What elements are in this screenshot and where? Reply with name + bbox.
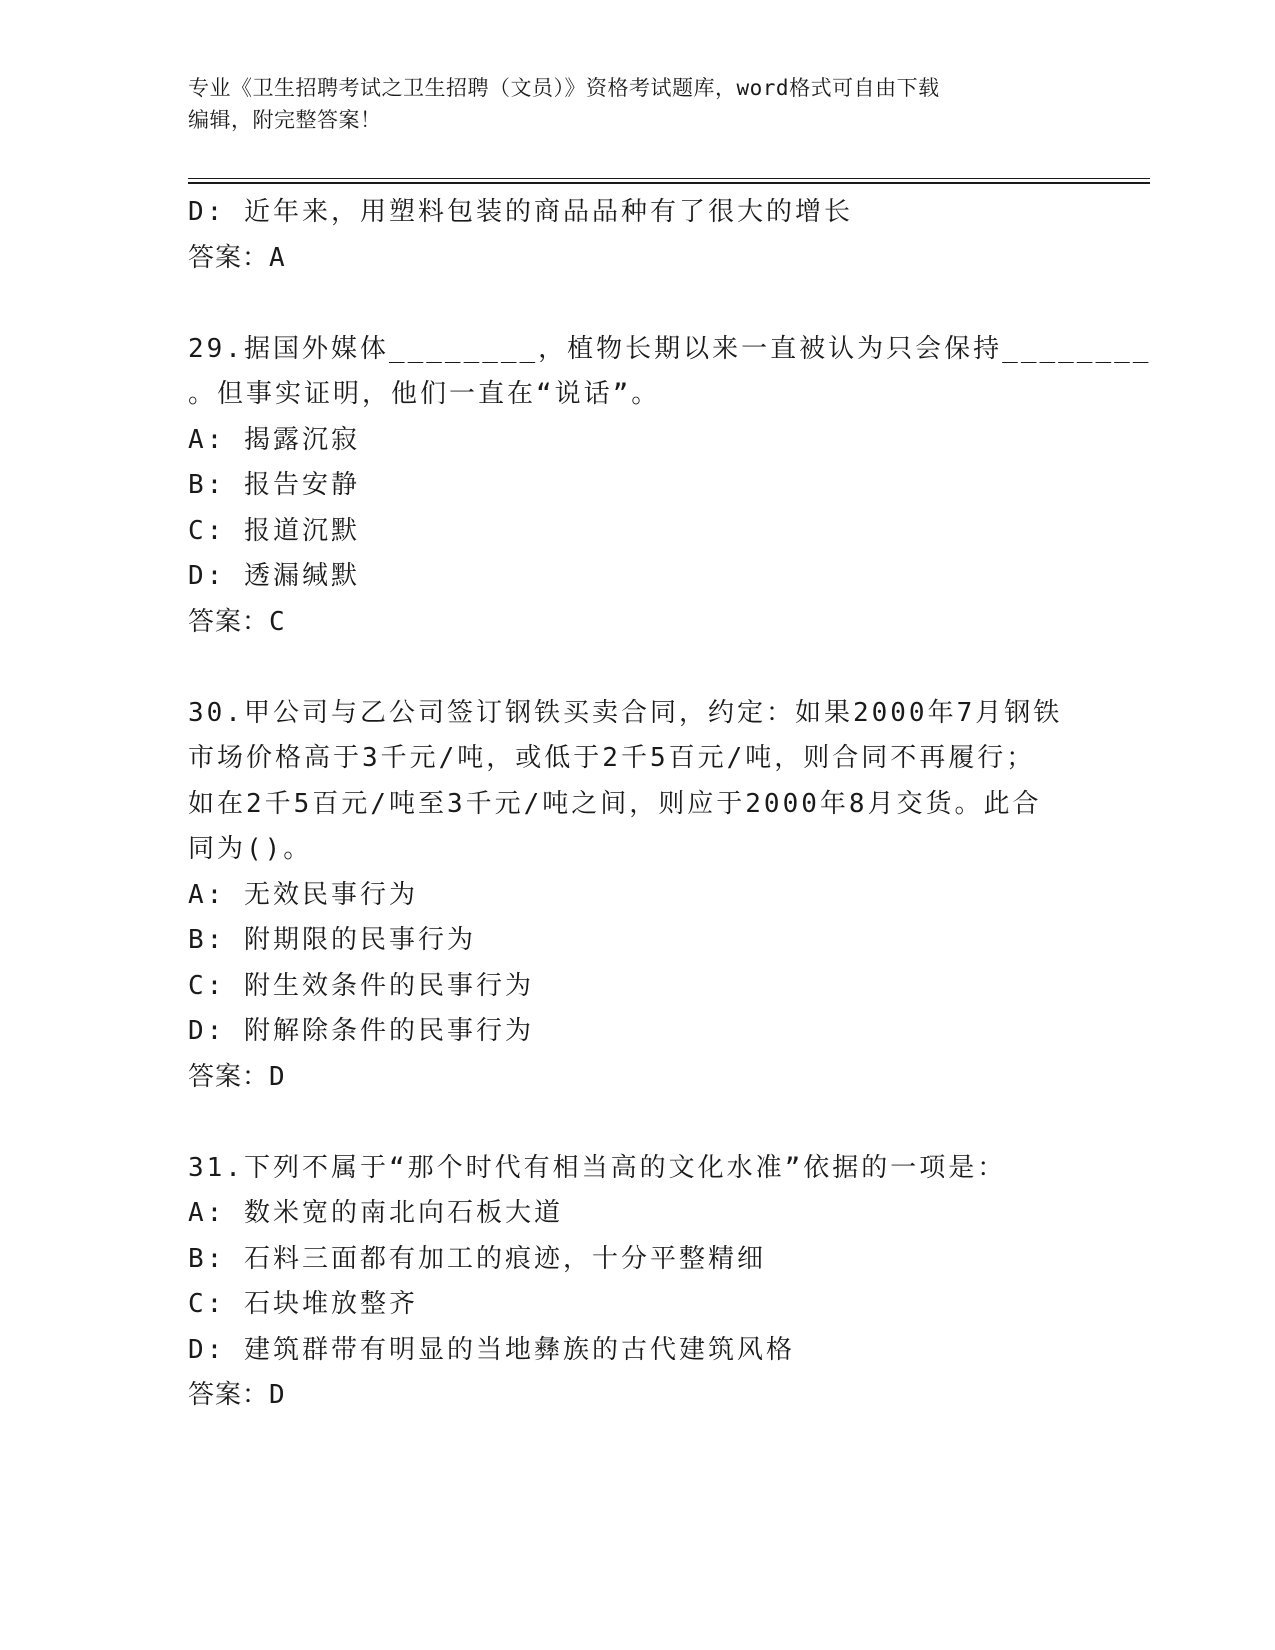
answer-line: 答案：C	[188, 606, 286, 637]
question-text	[188, 691, 1088, 873]
header-line-2: 编辑，附完整答案！	[188, 108, 382, 132]
question-line: 31.下列不属于“那个时代有相当高的文化水准”依据的一项是：	[188, 1152, 1007, 1183]
option-b: B: 石料三面都有加工的痕迹，十分平整精细	[188, 1243, 766, 1274]
option-a: A: 无效民事行为	[188, 879, 418, 910]
option-b: B: 附期限的民事行为	[188, 925, 476, 955]
option-d: D: 建筑群带有明显的当地彝族的古代建筑风格	[188, 1334, 795, 1365]
question-line: 市场价格高于3千元/吨，或低于2千5百元/吨，则合同不再履行；	[188, 743, 1036, 773]
header-divider-thin	[188, 178, 1150, 179]
option-c: C: 报道沉默	[188, 515, 360, 546]
option-d: D: 透漏缄默	[188, 561, 360, 591]
answer-line: 答案：A	[188, 242, 286, 273]
question-text	[188, 1146, 1088, 1192]
question-line: 。但事实证明，他们一直在“说话”。	[188, 379, 661, 409]
answer-line: 答案：D	[188, 1061, 286, 1092]
document-header	[188, 72, 1088, 136]
option-a: A: 揭露沉寂	[188, 424, 360, 455]
option-a: A: 数米宽的南北向石板大道	[188, 1198, 563, 1228]
option-d: D: 附解除条件的民事行为	[188, 1016, 534, 1046]
question-block	[188, 691, 1088, 1101]
answer-line: 答案：D	[188, 1380, 286, 1410]
option-c: C: 石块堆放整齐	[188, 1289, 418, 1319]
question-line: 29.据国外媒体________，植物长期以来一直被认为只会保持________	[188, 333, 1152, 364]
option-b: B: 报告安静	[188, 470, 360, 500]
question-line: 30.甲公司与乙公司签订钢铁买卖合同，约定：如果2000年7月钢铁	[188, 697, 1063, 728]
question-line: 同为()。	[188, 834, 313, 864]
question-block	[188, 1146, 1088, 1419]
question-content	[188, 190, 1152, 1419]
question-block	[188, 327, 1152, 646]
question-text	[188, 327, 1152, 418]
question-line: 如在2千5百元/吨至3千元/吨之间，则应于2000年8月交货。此合	[188, 788, 1042, 819]
option-d: D: 近年来，用塑料包装的商品品种有了很大的增长	[188, 197, 853, 227]
header-divider-thick	[188, 182, 1150, 184]
option-c: C: 附生效条件的民事行为	[188, 970, 534, 1001]
header-line-1: 专业《卫生招聘考试之卫生招聘（文员）》资格考试题库，word格式可自由下载	[188, 76, 940, 100]
